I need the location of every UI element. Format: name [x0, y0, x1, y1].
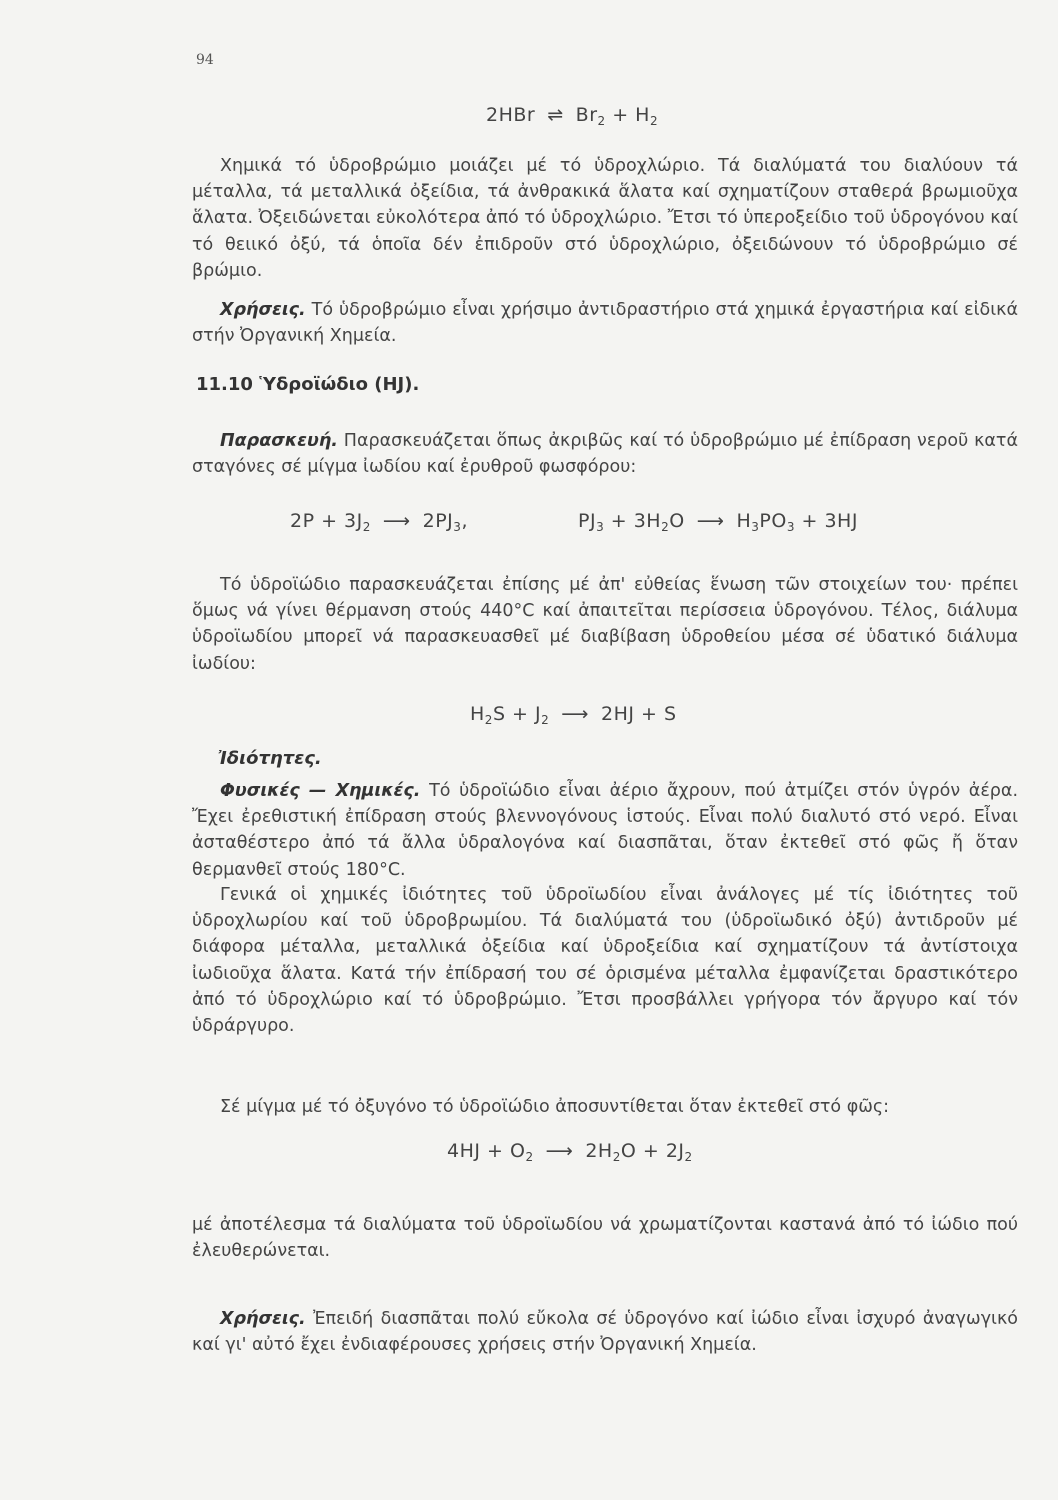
subscript: 2: [362, 520, 371, 534]
equation-phosphorus-1: [290, 510, 468, 532]
paragraph-text: Παρασκευάζεται ὅπως ἀκριβῶς καί τό ὑδροβρώμιο μέ ἐπίδραση νεροῦ κατά σταγόνες σέ μίγμα ἰωδίου καί ἐρυθροῦ φωσφόρου:: [192, 431, 1018, 478]
subscript: 2: [484, 713, 493, 727]
paragraph-result: [192, 1212, 1018, 1264]
eq-term: H: [635, 104, 650, 126]
page-number: 94: [196, 52, 214, 68]
equation-h2s: [470, 703, 677, 725]
paragraph-text: Γενικά οἱ χημικές ἰδιότητες τοῦ ὑδροϊωδίου εἶναι ἀνάλογες μέ τίς ἰδιότητες τοῦ ὑδροχλωρίου καί τοῦ ὑδροβρωμίου. Τά διαλύματά του (ὑδροϊωδικό ὀξύ) ἀντιδροῦν μέ διάφορα μέταλλα, μεταλλικά ὀξείδια καί ὑδροξείδια καί σχηματίζουν τά ἀντίστοιχα ἰωδιοῦχα ἅλατα. Κατά τήν ἐπίδρασή του σέ ὁρισμένα μέταλλα ἐμφανίζεται δραστικότερο ἀπό τό ὑδροχλώριο καί τό ὑδροβρώμιο. Ἔτσι προσβάλλει γρήγορα τόν ἄργυρο καί τόν ὑδράργυρο.: [192, 885, 1018, 1037]
paragraph-text: Τό ὑδροβρώμιο εἶναι χρήσιμο ἀντιδραστήριο στά χημικά ἐργαστήρια καί εἰδικά στήν Ὀργανική Χημεία.: [192, 300, 1018, 347]
eq-term: O + 2J: [620, 1140, 685, 1162]
paragraph-chemical-properties: [192, 882, 1018, 1039]
paragraph-text: Τό ὑδροϊώδιο εἶναι ἀέριο ἄχρουν, πού ἀτμίζει στόν ὑγρόν ἀέρα. Ἔχει ἐρεθιστική ἐπίδραση στούς βλεννογόνους ἱστούς. Εἶναι πολύ διαλυτό στό νερό. Εἶναι ἀσταθέστερο ἀπό τά ἄλλα ὑδραλογόνα καί διασπᾶται, ὅταν ἐκτεθεῖ στό φῶς ἤ ὅταν θερμανθεῖ στούς 180°C.: [192, 781, 1019, 880]
eq-term: + 3HJ: [801, 510, 858, 532]
paragraph-physical-chemical: [192, 778, 1018, 883]
eq-term: 2H: [585, 1140, 613, 1162]
eq-term: O: [669, 510, 685, 532]
eq-term: H: [736, 510, 752, 532]
subscript: 2: [661, 520, 670, 534]
equilibrium-arrow-icon: ⇌: [547, 104, 564, 126]
paragraph-text: Ἐπειδή διασπᾶται πολύ εὔκολα σέ ὑδρογόνο καί ἰώδιο εἶναι ἰσχυρό ἀναγωγικό καί γι' αὐτό ἔχει ἐνδιαφέρουσες χρήσεις στήν Ὀργανική Χημεία.: [192, 1309, 1018, 1356]
paragraph-oxygen-decomposition: [192, 1094, 1018, 1120]
eq-rhs: 2PJ: [422, 510, 454, 532]
equation-phosphorus-2: [578, 510, 858, 532]
eq-term: S + J: [492, 703, 542, 725]
eq-tail: ,: [461, 510, 468, 532]
paragraph-text: Σέ μίγμα μέ τό ὀξυγόνο τό ὑδροϊώδιο ἀποσυντίθεται ὅταν ἐκτεθεῖ στό φῶς:: [220, 1097, 890, 1117]
reaction-arrow-icon: ⟶: [696, 510, 725, 532]
eq-term: + 3H: [610, 510, 662, 532]
eq-rhs: 2HJ + S: [601, 703, 677, 725]
subscript: 2: [525, 1150, 534, 1164]
subscript: 3: [453, 520, 462, 534]
subscript: 2: [612, 1150, 621, 1164]
uses-label: Χρήσεις.: [220, 1309, 306, 1329]
paragraph-preparation-2: [192, 572, 1018, 677]
paragraph-preparation: [192, 428, 1018, 480]
subscript: 2: [684, 1150, 693, 1164]
paragraph-hbr-uses: [192, 297, 1018, 349]
eq-term: PO: [759, 510, 787, 532]
paragraph-text: μέ ἀποτέλεσμα τά διαλύματα τοῦ ὑδροϊωδίου νά χρωματίζονται καστανά ἀπό τό ἰώδιο πού ἐλευθερώνεται.: [192, 1215, 1018, 1262]
subscript: 3: [596, 520, 605, 534]
preparation-label: Παρασκευή.: [220, 431, 338, 451]
eq-lhs: 2HBr: [486, 104, 536, 126]
reaction-arrow-icon: ⟶: [561, 703, 589, 725]
uses-label: Χρήσεις.: [220, 300, 306, 320]
paragraph-hj-uses: [192, 1306, 1018, 1358]
eq-plus: +: [612, 104, 629, 126]
subscript: 3: [786, 520, 795, 534]
subscript: 2: [649, 114, 659, 128]
eq-term: Br: [575, 104, 598, 126]
equation-oxygen: [447, 1140, 693, 1162]
paragraph-text: Τό ὑδροϊώδιο παρασκευάζεται ἐπίσης μέ ἀπ' εὐθείας ἕνωση τῶν στοιχείων του· πρέπει ὅμως νά γίνει θέρμανση στούς 440°C καί ἀπαιτεῖται περίσσεια ὑδρογόνου. Τέλος, διάλυμα ὑδροϊωδίου μπορεῖ νά παρασκευασθεῖ μέ διαβίβαση ὑδροθείου μέσα σέ ὑδατικό διάλυμα ἰωδίου:: [192, 575, 1018, 674]
section-heading: 11.10 Ὑδροϊώδιο (HJ).: [196, 374, 420, 395]
equation-hbr: [486, 104, 658, 126]
paragraph-text: Χημικά τό ὑδροβρώμιο μοιάζει μέ τό ὑδροχλώριο. Τά διαλύματά του διαλύουν τά μέταλλα, τά μεταλλικά ὀξείδια, τά ἀνθρακικά ἅλατα καί σχηματίζουν σταθερά βρωμιοῦχα ἅλατα. Ὀξειδώνεται εὐκολότερα ἀπό τό ὑδροχλώριο. Ἔτσι τό ὑπεροξείδιο τοῦ ὑδρογόνου καί τό θειικό ὀξύ, τά ὁποῖα δέν ἐπιδροῦν στό ὑδροχλώριο, ὀξειδώνουν τό ὑδροβρώμιο σέ βρώμιο.: [192, 156, 1018, 281]
paragraph-hbr-chemistry: [192, 153, 1018, 284]
subscript: 3: [751, 520, 760, 534]
subscript: 2: [597, 114, 606, 128]
subscript: 2: [541, 713, 550, 727]
eq-term: PJ: [578, 510, 597, 532]
eq-term: 4HJ + O: [447, 1140, 526, 1162]
properties-heading: Ἰδιότητες.: [218, 748, 322, 769]
eq-lhs: 2P + 3J: [290, 510, 363, 532]
reaction-arrow-icon: ⟶: [545, 1140, 574, 1162]
eq-term: H: [470, 703, 485, 725]
properties-label: Φυσικές — Χημικές.: [220, 781, 421, 801]
reaction-arrow-icon: ⟶: [382, 510, 411, 532]
